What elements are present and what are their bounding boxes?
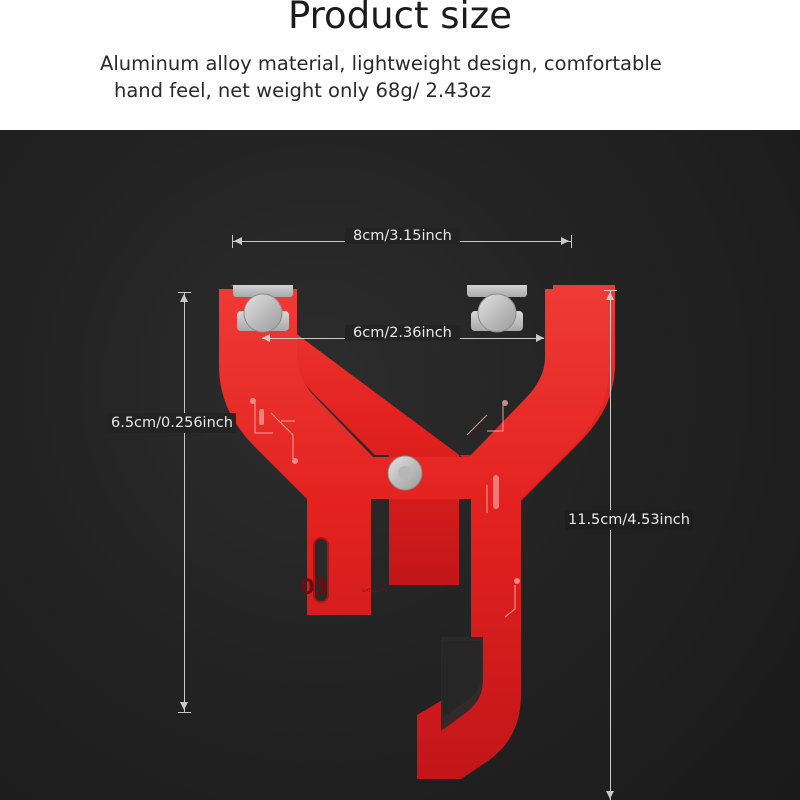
badge-number: 03 — [300, 575, 328, 599]
page-title: Product size — [288, 0, 512, 37]
page-subtitle — [0, 50, 800, 104]
subtitle-line-2: hand feel, net weight only 68g/ 2.43oz — [114, 79, 492, 102]
right-clamp — [467, 285, 527, 332]
bike-stem-spacer-tool — [215, 285, 615, 785]
subtitle-line-1: Aluminum alloy material, lightweight design, comfortable — [100, 52, 662, 75]
micro-text-label: SATELLITE — [362, 589, 388, 594]
header-banner — [0, 0, 800, 130]
center-bolt — [388, 456, 422, 490]
product-photo-area: 03 SATELLITE 8cm/3.15inch 6cm/2.36inch 6.5cm/0.256inch 11.5cm/4.53inch — [0, 130, 800, 800]
